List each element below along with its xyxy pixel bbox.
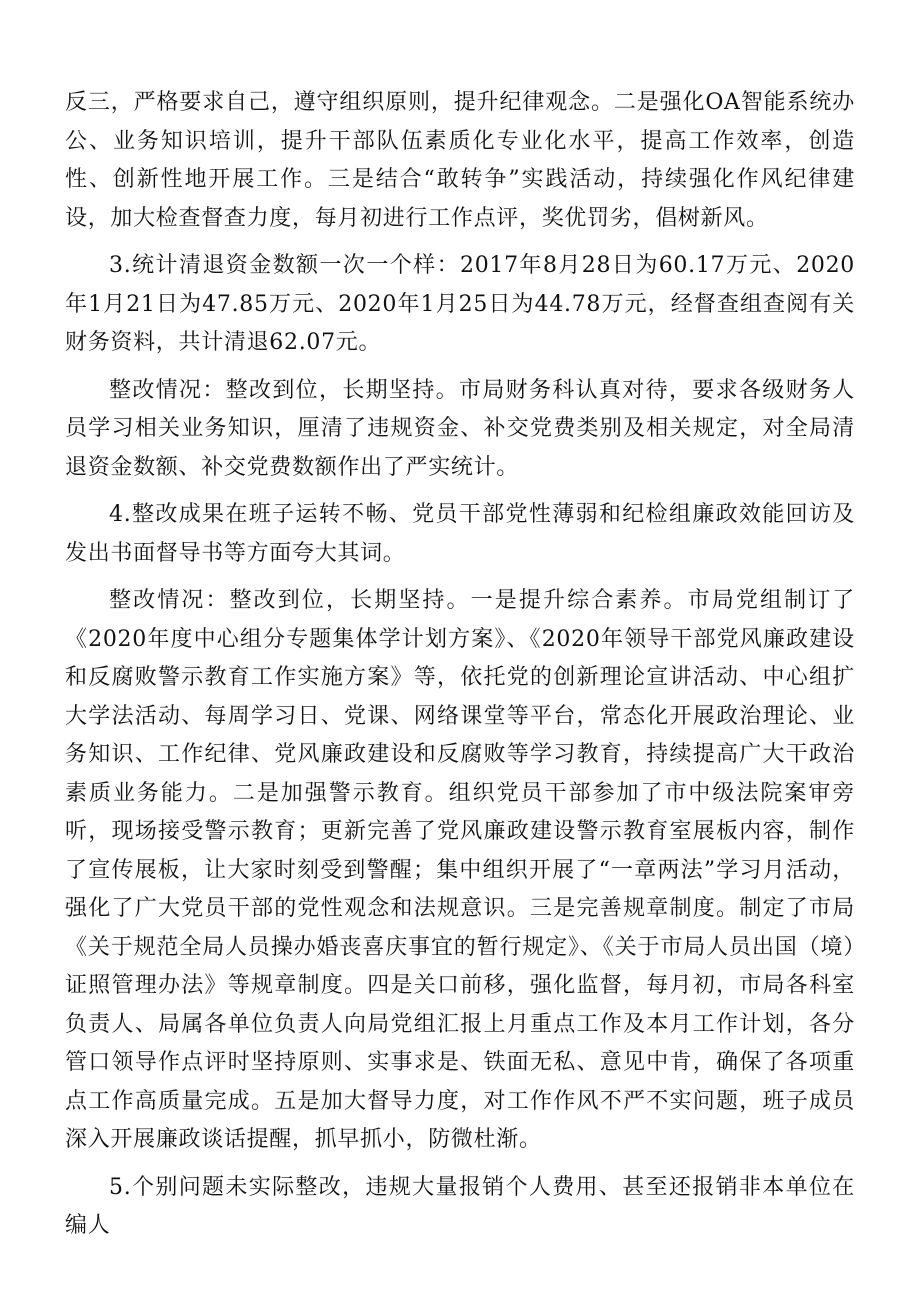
paragraph-rectification-3: 整改情况：整改到位，长期坚持。市局财务科认真对待，要求各级财务人员学习相关业务知识，厘清了违规资金、补交党费类别及相关规定，对全局清退资金数额、补交党费数额作出了严实统计。 [65, 377, 855, 480]
paragraph-item-5: 5.个别问题未实际整改，违规大量报销个人费用、甚至还报销非本单位在编人 [65, 1174, 855, 1238]
paragraph-continuation: 反三，严格要求自己，遵守组织原则，提升纪律观念。二是强化OA智能系统办公、业务知识培训，提升干部队伍素质化专业化水平，提高工作效率，创造性、创新性地开展工作。三是结合“敢转争”实践活动，持续强化作风纪律建设，加大检查督查力度，每月初进行工作点评，奖优罚劣，倡树新风。 [65, 90, 855, 231]
paragraph-rectification-4: 整改情况：整改到位，长期坚持。一是提升综合素养。市局党组制订了《2020年度中心组分专题集体学计划方案》、《2020年领导干部党风廉政建设和反腐败警示教育工作实施方案》等，依托党的创新理论宣讲活动、中心组扩大学法活动、每周学习日、党课、网络课堂等平台，常态化开展政治理论、业务知识、工作纪律、党风廉政建设和反腐败等学习教育，持续提高广大干政治素质业务能力。二是加强警示教育。组织党员干部参加了市中级法院案审旁听，现场接受警示教育；更新完善了党风廉政建设警示教育室展板内容，制作了宣传展板，让大家时刻受到警醒；集中组织开展了“一章两法”学习月活动，强化了广大党员干部的党性观念和法规意识。三是完善规章制度。制定了市局《关于规范全局人员操办婚丧喜庆事宜的暂行规定》、《关于市局人员出国（境）证照管理办法》等规章制度。四是关口前移，强化监督，每月初，市局各科室负责人、局属各单位负责人向局党组汇报上月重点工作及本月工作计划，各分管口领导作点评时坚持原则、实事求是、铁面无私、意见中肯，确保了各项重点工作高质量完成。五是加大督导力度，对工作作风不严不实问题，班子成员深入开展廉政谈话提醒，抓早抓小，防微杜渐。 [65, 588, 855, 1152]
document-page [65, 84, 855, 1255]
paragraph-item-4: 4.整改成果在班子运转不畅、党员干部党性薄弱和纪检组廉政效能回访及发出书面督导书等方面夸大其词。 [65, 502, 855, 566]
paragraph-item-3: 3.统计清退资金数额一次一个样：2017年8月28日为60.17万元、2020年1月21日为47.85万元、2020年1月25日为44.78万元，经督查组查阅有关财务资料，共计清退62.07元。 [65, 253, 855, 355]
